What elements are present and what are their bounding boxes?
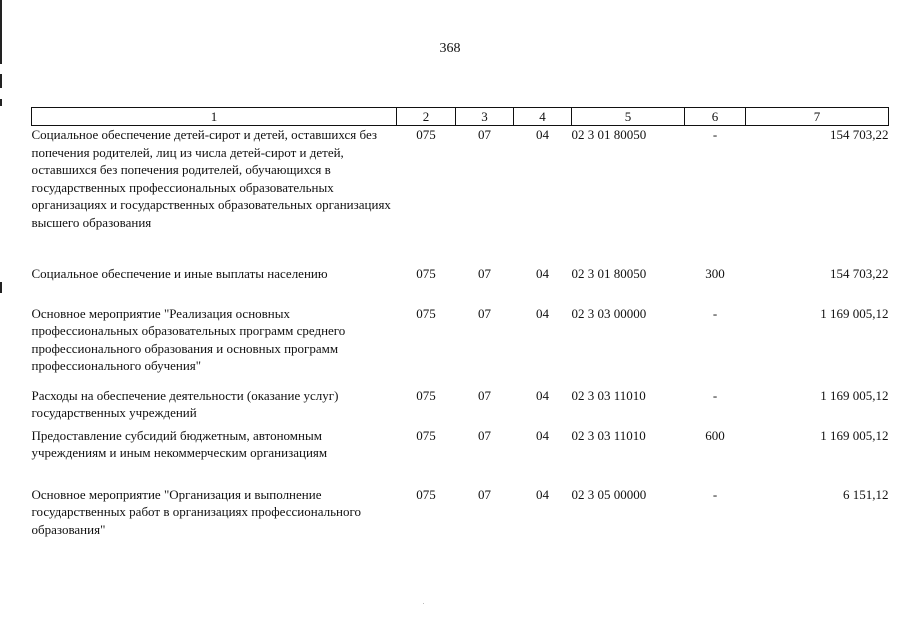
ministry-code-cell: 075 [416,265,436,281]
column-header: 1 [32,108,397,126]
expense-type-cell: - [712,387,718,403]
amount-cell: 1 169 005,12 [820,387,889,403]
row-name-cell: Предоставление субсидий бюджетным, автономным учреждениям и иным некоммерческим организациям [31,427,328,460]
table-row [32,305,889,387]
row-name-cell: Основное мероприятие "Реализация основных профессиональных образовательных программ среднего профессионального образования и основных программ профессионального обучения" [31,305,346,373]
column-header: 5 [572,108,685,126]
column-header: 4 [514,108,572,126]
row-name-cell: Расходы на обеспечение деятельности (оказание услуг) государственных учреждений [31,387,339,420]
amount-cell: 6 151,12 [843,486,889,502]
table-row [32,126,889,265]
section-code-cell: 07 [478,305,491,321]
subsection-code-cell: 04 [536,305,549,321]
target-article-cell: 02 3 03 00000 [571,305,647,321]
section-code-cell: 07 [478,387,491,403]
scan-dust-mark [423,603,424,604]
amount-cell: 154 703,22 [830,265,889,281]
budget-table [31,107,889,546]
row-name-cell: Основное мероприятие "Организация и выполнение государственных работ в организациях профессионального образования" [31,486,361,537]
table-row [32,486,889,546]
ministry-code-cell: 075 [416,486,436,502]
amount-cell: 1 169 005,12 [820,427,889,443]
expense-type-cell: 600 [705,427,725,443]
subsection-code-cell: 04 [536,127,549,142]
target-article-cell: 02 3 03 11010 [571,387,646,403]
subsection-code-cell: 04 [536,265,549,281]
row-name-cell: Социальное обеспечение и иные выплаты населению [31,265,328,281]
expense-type-cell: 300 [705,265,725,281]
target-article-cell: 02 3 03 11010 [571,427,646,443]
subsection-code-cell: 04 [536,486,549,502]
column-header: 2 [397,108,456,126]
target-article-cell: 02 3 01 80050 [571,127,647,142]
section-code-cell: 07 [478,486,491,502]
expense-type-cell: - [712,127,718,142]
ministry-code-cell: 075 [416,387,436,403]
scan-edge-mark [0,74,2,88]
ministry-code-cell: 075 [416,427,436,443]
table-row [32,387,889,427]
target-article-cell: 02 3 05 00000 [571,486,647,502]
column-header: 7 [746,108,889,126]
column-header: 3 [456,108,514,126]
scan-edge-mark [0,99,2,106]
table-header-row [32,108,889,126]
expense-type-cell: - [712,305,718,321]
amount-cell: 1 169 005,12 [820,305,889,321]
target-article-cell: 02 3 01 80050 [571,265,647,281]
table-row [32,427,889,486]
section-code-cell: 07 [478,265,491,281]
amount-cell: 154 703,22 [830,127,889,142]
section-code-cell: 07 [478,427,491,443]
expense-type-cell: - [712,486,718,502]
scan-edge-mark [0,282,2,293]
row-name-cell: Социальное обеспечение детей-сирот и детей, оставшихся без попечения родителей, лиц из числа детей-сирот и детей, оставшихся без попечения родителей, обучающихся в государственных профессиональных образовательных организациях и государственных образовательных организациях высшего образования [31,127,391,230]
column-header: 6 [685,108,746,126]
section-code-cell: 07 [478,127,491,142]
subsection-code-cell: 04 [536,387,549,403]
page-number: 368 [439,41,461,56]
ministry-code-cell: 075 [416,305,436,321]
subsection-code-cell: 04 [536,427,549,443]
table-row [32,265,889,305]
ministry-code-cell: 075 [416,127,436,142]
